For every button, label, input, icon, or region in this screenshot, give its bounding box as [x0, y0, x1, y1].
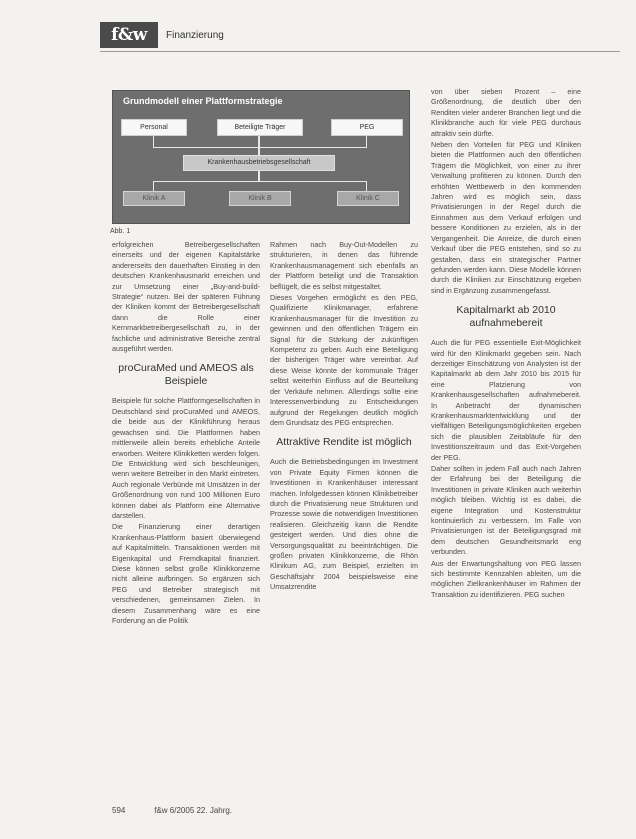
box-klinik-b: Klinik B [229, 191, 291, 206]
text-column-1 [112, 240, 260, 627]
connector-line [258, 135, 260, 155]
paragraph: Auch die Betriebsbedingungen im Investment von Private Equity Firmen können die Investitionen in Krankenhäuser interessant machen. Infolgedessen können Klinikbetreiber durch die Privatisierung neue Strukturen und Prozesse sowie die notwendigen Investitionen realisieren. Gleichzeitig kann die Rendite gesteigert werden. Und dies ohne die Versorgungsqualität zu beeinträchtigen. Die großen privaten Klinikkonzerne, die Rhön Klinikum AG, zum Beispiel, erzielten im Geschäftsjahr 2004 beispielsweise eine Umsatzrendite [270, 457, 418, 592]
paragraph: Neben den Vorteilen für PEG und Kliniken bieten die Plattformen auch den öffentlichen Trägern die Möglichkeit, von einer zu ihrer Verwaltung profitieren zu können. Durch den erhöhten Wettbewerb in den kommenden Jahren wird es möglich sein, dass Privatisierungen in der Regel durch die Einnahmen aus dem Verkauf erfolgen und bessere Konditionen zu erzielen, als in der Vergangenheit. Die Anreize, die durch einen Verkauf über die PEG entstehen, sind so zu gestalten, dass ein strategischer Partner gefunden werden kann. Diese Modelle können durch die Kliniken zur Einschätzung ergeben sind in Ergänzung zusammengefasst. [431, 140, 581, 295]
figure-title: Grundmodell einer Plattformstrategie [123, 96, 283, 106]
section-heading: proCuraMed und AMEOS als Beispiele [118, 362, 254, 388]
paragraph: Beispiele für solche Plattformgesellschaften in Deutschland sind proCuraMed und AMEOS, die beide aus der Klinikführung heraus gewachsen sind. Die Plattformen haben mittlerweile allein bereits erhebliche Anteile erworben. Weitere Klinikketten werden folgen. Die Entwicklung wird sich beschleunigen, wenn weitere Betreiber in den Markt eintreten. Auch regionale Verbünde mit Umsätzen in der Größenordnung von rund 100 Millionen Euro können dabei als Plattform eine Alternative darstellen. [112, 396, 260, 520]
text-column-3 [431, 87, 581, 601]
box-betriebsgesellschaft: Krankenhausbetriebsgesellschaft [183, 155, 335, 171]
connector-line [153, 181, 367, 182]
header-rule [100, 51, 620, 52]
section-heading: Attraktive Rendite ist möglich [276, 436, 412, 449]
paragraph: Auch die für PEG essentielle Exit-Möglichkeit wird für den Klinikmarkt gegeben sein. Nach derzeitiger Einschätzung von Analysten ist der Kapitalmarkt ab dem Jahr 2010 bis 2015 für eine Platzierung von Krankenhausgesellschaften aufnahmebereit. In Anbetracht der dynamischen Krankenhausmarktentwicklung und der vielfältigen Beteiligungsmöglichkeiten ergeben sich die plausiblen Zeitabläufe für den Investitionszeitraum und das Exit-Vorgehen der PEG. [431, 338, 581, 462]
paragraph: Dieses Vorgehen ermöglicht es den PEG, Qualifizierte Klinikmanager, erfahrene Krankenhausmanager für die Investition zu gewinnen und den öffentlichen Trägern ein Signal für die Stärkung der zukünftigen Kompetenz zu geben. Auch eine Beteiligung der bisherigen Träger wäre vereinbar. Auf diese Weise könnte der kommunale Träger selbst weiterhin Einfluss auf die Beurteilung der Verkäufe nehmen. Allerdings sollte eine Interessenverbindung zu Entscheidungen aufgrund der Regelungen deutlich möglich dem Grundsatz des PEG entsprechen. [270, 293, 418, 427]
connector-line [153, 147, 367, 148]
connector-line [153, 135, 154, 147]
page-header [100, 22, 620, 50]
paragraph: Daher sollten in jedem Fall auch nach Jahren der Erfahrung bei der Beteiligung die Investitionen in private Kliniken auch weiterhin möglich bleiben. Wichtig ist es dabei, die eigene Integration und Kostenstruktur kontinuierlich zu verbessern. Im Falle von Privatisierungen ist der Beteiligungsgrad mit dem deutschen Gesundheitsmarkt eng verbunden. [431, 464, 581, 557]
box-peg: PEG [331, 119, 403, 136]
paragraph: Die Finanzierung einer derartigen Krankenhaus-Plattform basiert überwiegend auf Kapitalmitteln. Transaktionen werden mit Eigenkapital und Fremdkapital finanziert. Diese können selbst große Klinikkonzerne nicht alleine aufbringen. So ergänzen sich PEG und Betreiber strategisch mit verschiedenen, gemeinsamen Zielen. In diesem Zusammenhang wäre es eine Forderung an die Politik [112, 522, 260, 625]
box-klinik-a: Klinik A [123, 191, 185, 206]
issue-info: f&w 6/2005 22. Jahrg. [154, 806, 233, 815]
box-personal: Personal [121, 119, 187, 136]
paragraph: erfolgreichen Betreibergesellschaften einerseits und der eigenen Kapitalstärke andererseits den dauerhaften Einstieg in den deutschen Krankenhausmarkt erreichen und zur Umsetzung einer „Buy-and-build-Strategie“ nutzen. Bei der späteren Führung der Kliniken kommt der Betreibergesellschaft dann die Rolle einer Kernmarkbetreibergesellschaft zu, in der fachliche und administrative Bereiche zentral ausgeführt werden. [112, 240, 260, 354]
text-column-2 [270, 240, 418, 594]
page-footer [112, 806, 232, 815]
section-label: Finanzierung [166, 30, 224, 41]
connector-line [366, 181, 367, 191]
connector-line [153, 181, 154, 191]
page-number: 594 [112, 806, 126, 815]
connector-line [366, 135, 367, 147]
platform-strategy-figure [112, 90, 410, 224]
paragraph: Aus der Erwartungshaltung von PEG lassen sich bestimmte Kennzahlen ableiten, um die möglichen Zielkrankenhäuser im Rahmen der Transaktion zu identifizieren. PEG suchen [431, 558, 581, 599]
magazine-logo: f&w [100, 22, 158, 48]
paragraph: Rahmen nach Buy-Out-Modellen zu strukturieren, in denen das führende Krankenhausmanagement sich ebenfalls an der Plattform beteiligt und die Transaktion beflügelt, die es selbst mitgestaltet. [270, 240, 418, 291]
section-heading: Kapitalmarkt ab 2010 aufnahmebereit [456, 304, 556, 330]
box-traeger: Beteiligte Träger [217, 119, 303, 136]
figure-caption: Abb. 1 [110, 228, 131, 235]
paragraph: von über sieben Prozent – eine Größenordnung, die deutlich über den Renditen vieler anderer Branchen liegt und die Klinikbranche auch für viele PEG durchaus attraktiv sein dürfte. [431, 87, 581, 138]
box-klinik-c: Klinik C [337, 191, 399, 206]
